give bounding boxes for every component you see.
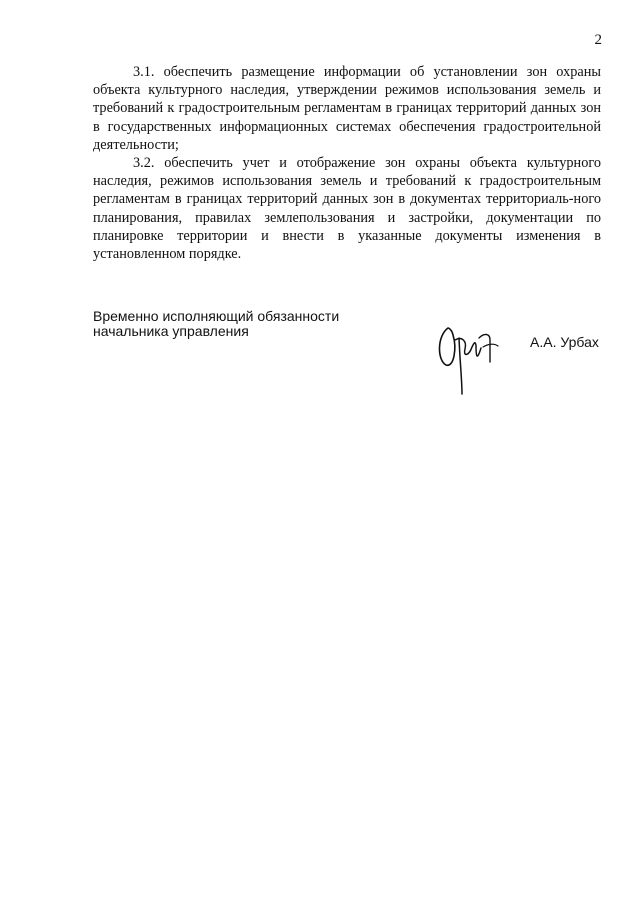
signatory-position-line-2: начальника управления bbox=[93, 323, 249, 339]
signatory-position-line-1: Временно исполняющий обязанности bbox=[93, 308, 340, 324]
document-body bbox=[93, 63, 601, 263]
page-number: 2 bbox=[594, 32, 602, 48]
signatory-position bbox=[93, 309, 339, 339]
paragraph-3-2: 3.2. обеспечить учет и отображение зон охраны объекта культурного наследия, режимов использования земель и требований к градостроительным регламентам в границах территорий данных зон в документах территориаль-ного планирования, правилах землепользования и застройки, документации по планировке территории и внести в указанные документы изменения в установленном порядке. bbox=[93, 155, 601, 263]
signer-name: А.А. Урбах bbox=[530, 334, 599, 350]
paragraph-3-1: 3.1. обеспечить размещение информации об установлении зон охраны объекта культурного наследия, утверждении режимов использования земель и требований к градостроительным регламентам в границах территорий данных зон в государственных информационных системах обеспечения градостроительной деятельности; bbox=[93, 64, 601, 153]
handwritten-signature bbox=[432, 318, 502, 398]
